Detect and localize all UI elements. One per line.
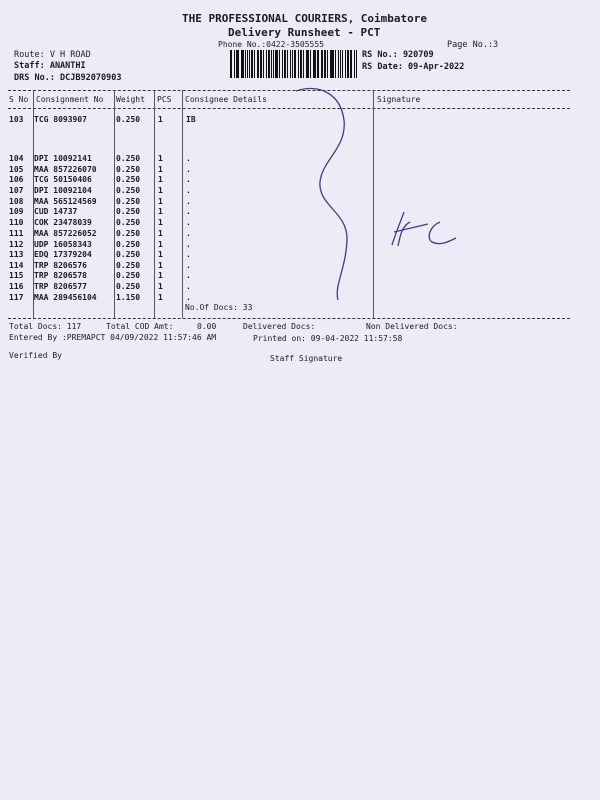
row-weight: 0.250 xyxy=(116,282,141,291)
row-consignee-details: . xyxy=(186,282,191,291)
row-weight: 0.250 xyxy=(116,271,141,280)
row-consignment-no: COK 23478039 xyxy=(34,218,92,227)
row-weight: 0.250 xyxy=(116,229,141,238)
total-docs: Total Docs: 117 xyxy=(9,322,82,331)
row-consignment-no: DPI 10092141 xyxy=(34,154,92,163)
col-header-sno: S No xyxy=(9,95,29,104)
row-pcs: 1 xyxy=(158,240,163,249)
row-consignee-details: . xyxy=(186,197,191,206)
row-consignee-details: . xyxy=(186,165,191,174)
row-consignment-no: EDQ 17379204 xyxy=(34,250,92,259)
staff-signature: Staff Signature xyxy=(270,354,343,363)
row-pcs: 1 xyxy=(158,229,163,238)
row-pcs: 1 xyxy=(158,197,163,206)
row-consignee-details: . xyxy=(186,186,191,195)
col-header-consignee: Consignee Details xyxy=(185,95,267,104)
row-consignment-no: TCG 50150406 xyxy=(34,175,92,184)
row-pcs: 1 xyxy=(158,165,163,174)
col-header-consignment: Consignment No xyxy=(36,95,104,104)
row-sno: 110 xyxy=(9,218,24,227)
col-header-signature: Signature xyxy=(377,95,421,104)
row-consignee-details: . xyxy=(186,240,191,249)
page-number: Page No.:3 xyxy=(447,40,499,50)
row-weight: 0.250 xyxy=(116,250,141,259)
signature-scribble xyxy=(392,212,456,246)
document-title: Delivery Runsheet - PCT xyxy=(228,26,381,39)
row-consignee-details: . xyxy=(186,261,191,270)
total-cod-value: 0.00 xyxy=(197,322,217,331)
entered-by: Entered By :PREMAPCT 04/09/2022 11:57:46 AM xyxy=(9,333,217,342)
staff-label: Staff: ANANTHI xyxy=(14,61,86,71)
row-pcs: 1 xyxy=(158,261,163,270)
row-sno: 117 xyxy=(9,293,24,302)
phone-number: Phone No.:0422-3505555 xyxy=(218,40,324,49)
verified-by: Verified By xyxy=(9,351,62,360)
row-consignment-no: TCG 8093907 xyxy=(34,115,87,124)
row-weight: 0.250 xyxy=(116,261,141,270)
row-sno: 109 xyxy=(9,207,24,216)
no-of-docs: No.Of Docs: 33 xyxy=(185,303,253,312)
rs-number: RS No.: 920709 xyxy=(362,50,434,60)
row-weight: 1.150 xyxy=(116,293,141,302)
row-sno: 108 xyxy=(9,197,24,206)
row-sno: 104 xyxy=(9,154,24,163)
row-pcs: 1 xyxy=(158,250,163,259)
row-pcs: 1 xyxy=(158,154,163,163)
row-weight: 0.250 xyxy=(116,115,141,124)
row-consignment-no: CUD 14737 xyxy=(34,207,78,216)
row-sno: 111 xyxy=(9,229,24,238)
row-consignee-details: . xyxy=(186,293,191,302)
row-consignment-no: MAA 289456104 xyxy=(34,293,97,302)
pen-bracket-stroke xyxy=(296,89,347,300)
row-pcs: 1 xyxy=(158,293,163,302)
row-consignment-no: TRP 8206578 xyxy=(34,271,87,280)
row-consignment-no: UDP 16058343 xyxy=(34,240,92,249)
company-name: THE PROFESSIONAL COURIERS, Coimbatore xyxy=(182,12,428,25)
row-weight: 0.250 xyxy=(116,154,141,163)
row-weight: 0.250 xyxy=(116,165,141,174)
row-consignee-details: . xyxy=(186,250,191,259)
row-pcs: 1 xyxy=(158,207,163,216)
row-weight: 0.250 xyxy=(116,175,141,184)
row-consignee-details: . xyxy=(186,175,191,184)
row-sno: 115 xyxy=(9,271,24,280)
row-consignment-no: MAA 565124569 xyxy=(34,197,97,206)
row-consignee-details: . xyxy=(186,229,191,238)
row-consignment-no: TRP 8206576 xyxy=(34,261,87,270)
row-weight: 0.250 xyxy=(116,218,141,227)
row-pcs: 1 xyxy=(158,282,163,291)
col-header-weight: Weight xyxy=(116,95,145,104)
col-header-pcs: PCS xyxy=(157,95,172,104)
row-sno: 114 xyxy=(9,261,24,270)
row-sno: 112 xyxy=(9,240,24,249)
row-consignment-no: MAA 857226070 xyxy=(34,165,97,174)
row-sno: 113 xyxy=(9,250,24,259)
total-cod-label: Total COD Amt: xyxy=(106,322,174,331)
row-consignment-no: TRP 8206577 xyxy=(34,282,87,291)
row-sno: 116 xyxy=(9,282,24,291)
row-sno: 103 xyxy=(9,115,24,124)
row-sno: 107 xyxy=(9,186,24,195)
delivered-docs: Delivered Docs: xyxy=(243,322,316,331)
row-weight: 0.250 xyxy=(116,186,141,195)
row-consignee-details: . xyxy=(186,218,191,227)
row-consignee-details: . xyxy=(186,271,191,280)
drs-number: DRS No.: DCJB92070903 xyxy=(14,73,122,83)
row-sno: 106 xyxy=(9,175,24,184)
row-sno: 105 xyxy=(9,165,24,174)
row-pcs: 1 xyxy=(158,271,163,280)
row-consignment-no: DPI 10092104 xyxy=(34,186,92,195)
row-pcs: 1 xyxy=(158,175,163,184)
row-weight: 0.250 xyxy=(116,240,141,249)
row-pcs: 1 xyxy=(158,186,163,195)
row-consignee-details: IB xyxy=(186,115,196,124)
row-pcs: 1 xyxy=(158,115,163,124)
row-pcs: 1 xyxy=(158,218,163,227)
route-label: Route: V H ROAD xyxy=(14,50,91,60)
printed-on: Printed on: 09-04-2022 11:57:58 xyxy=(253,334,403,343)
row-consignment-no: MAA 857226052 xyxy=(34,229,97,238)
non-delivered-docs: Non Delivered Docs: xyxy=(366,322,458,331)
row-weight: 0.250 xyxy=(116,207,141,216)
rs-date: RS Date: 09-Apr-2022 xyxy=(362,62,465,72)
row-consignee-details: . xyxy=(186,207,191,216)
row-consignee-details: . xyxy=(186,154,191,163)
row-weight: 0.250 xyxy=(116,197,141,206)
